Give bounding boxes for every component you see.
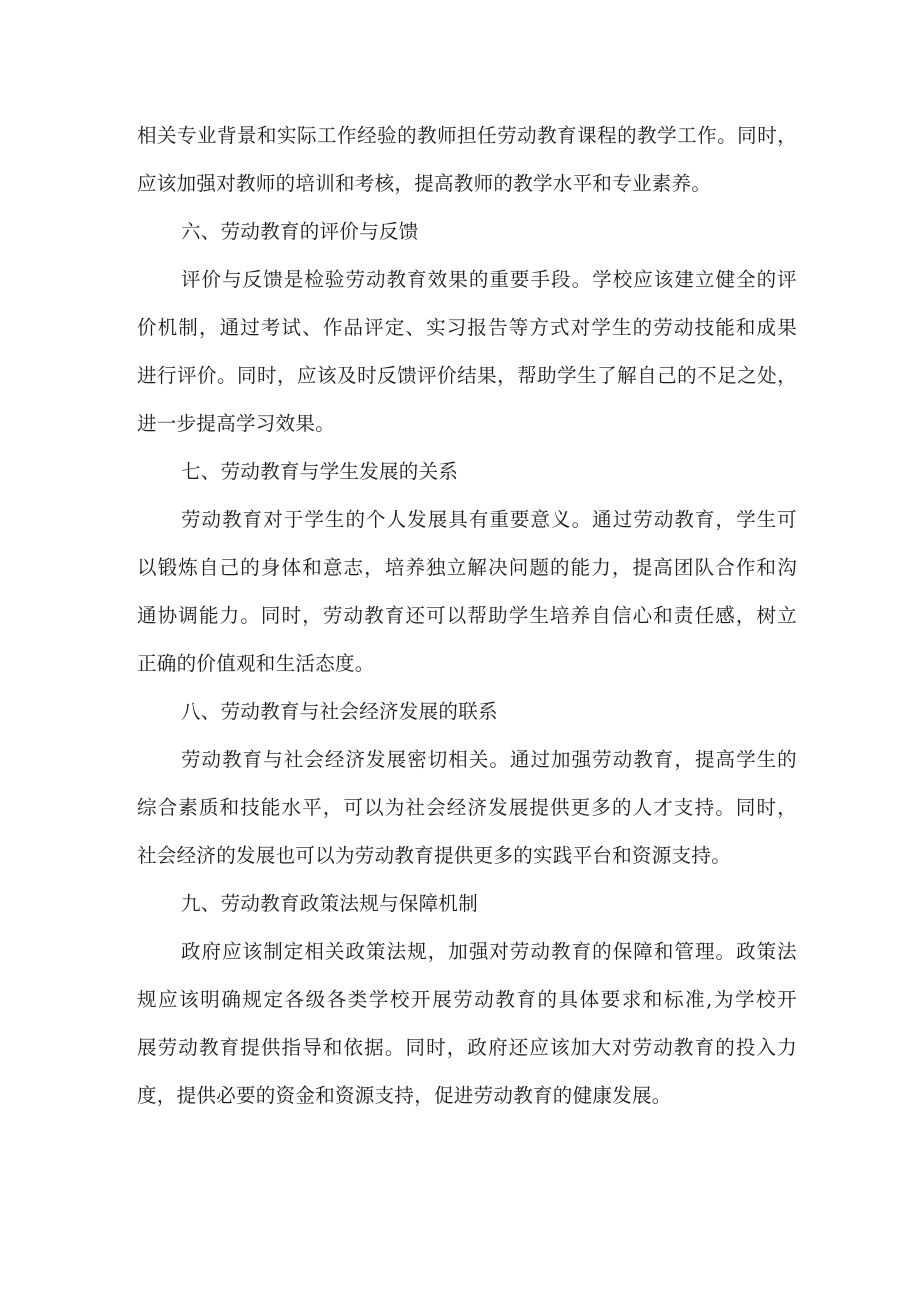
section-heading xyxy=(137,688,797,736)
heading-text: 六、劳动教育的评价与反馈 xyxy=(181,220,419,243)
body-paragraph xyxy=(137,736,797,880)
paragraph-line: 进行评价。同时，应该及时反馈评价结果，帮助学生了解自己的不足之处， xyxy=(137,364,797,387)
heading-text: 九、劳动教育政策法规与保障机制 xyxy=(181,892,479,915)
heading-text: 七、劳动教育与学生发展的关系 xyxy=(181,460,459,483)
body-paragraph xyxy=(137,112,797,208)
paragraph-line: 通协调能力。同时，劳动教育还可以帮助学生培养自信心和责任感，树立 xyxy=(137,604,797,627)
section-heading xyxy=(137,448,797,496)
paragraph-line: 正确的价值观和生活态度。 xyxy=(137,652,375,675)
paragraph-line: 以锻炼自己的身体和意志，培养独立解决问题的能力，提高团队合作和沟 xyxy=(137,556,797,579)
paragraph-line: 政府应该制定相关政策法规，加强对劳动教育的保障和管理。政策法 xyxy=(181,940,797,963)
paragraph-line: 应该加强对教师的培训和考核，提高教师的教学水平和专业素养。 xyxy=(137,172,712,195)
document-body xyxy=(137,112,797,1120)
section-heading xyxy=(137,208,797,256)
body-paragraph xyxy=(137,496,797,688)
paragraph-line: 综合素质和技能水平，可以为社会经济发展提供更多的人才支持。同时， xyxy=(137,796,797,819)
paragraph-line: 劳动教育与社会经济发展密切相关。通过加强劳动教育，提高学生的 xyxy=(181,748,797,771)
body-paragraph xyxy=(137,256,797,448)
heading-text: 八、劳动教育与社会经济发展的联系 xyxy=(181,700,498,723)
paragraph-line: 劳动教育对于学生的个人发展具有重要意义。通过劳动教育，学生可 xyxy=(181,508,797,531)
body-paragraph xyxy=(137,928,797,1120)
section-heading xyxy=(137,880,797,928)
paragraph-line: 进一步提高学习效果。 xyxy=(137,412,336,435)
paragraph-line: 评价与反馈是检验劳动教育效果的重要手段。学校应该建立健全的评 xyxy=(181,268,797,291)
paragraph-line: 规应该明确规定各级各类学校开展劳动教育的具体要求和标准,为学校开 xyxy=(137,988,797,1011)
paragraph-line: 价机制，通过考试、作品评定、实习报告等方式对学生的劳动技能和成果 xyxy=(137,316,797,339)
paragraph-line: 展劳动教育提供指导和依据。同时，政府还应该加大对劳动教育的投入力 xyxy=(137,1036,797,1059)
paragraph-line: 社会经济的发展也可以为劳动教育提供更多的实践平台和资源支持。 xyxy=(137,844,732,867)
paragraph-line: 相关专业背景和实际工作经验的教师担任劳动教育课程的教学工作。同时， xyxy=(137,124,797,147)
paragraph-line: 度，提供必要的资金和资源支持，促进劳动教育的健康发展。 xyxy=(137,1084,672,1107)
